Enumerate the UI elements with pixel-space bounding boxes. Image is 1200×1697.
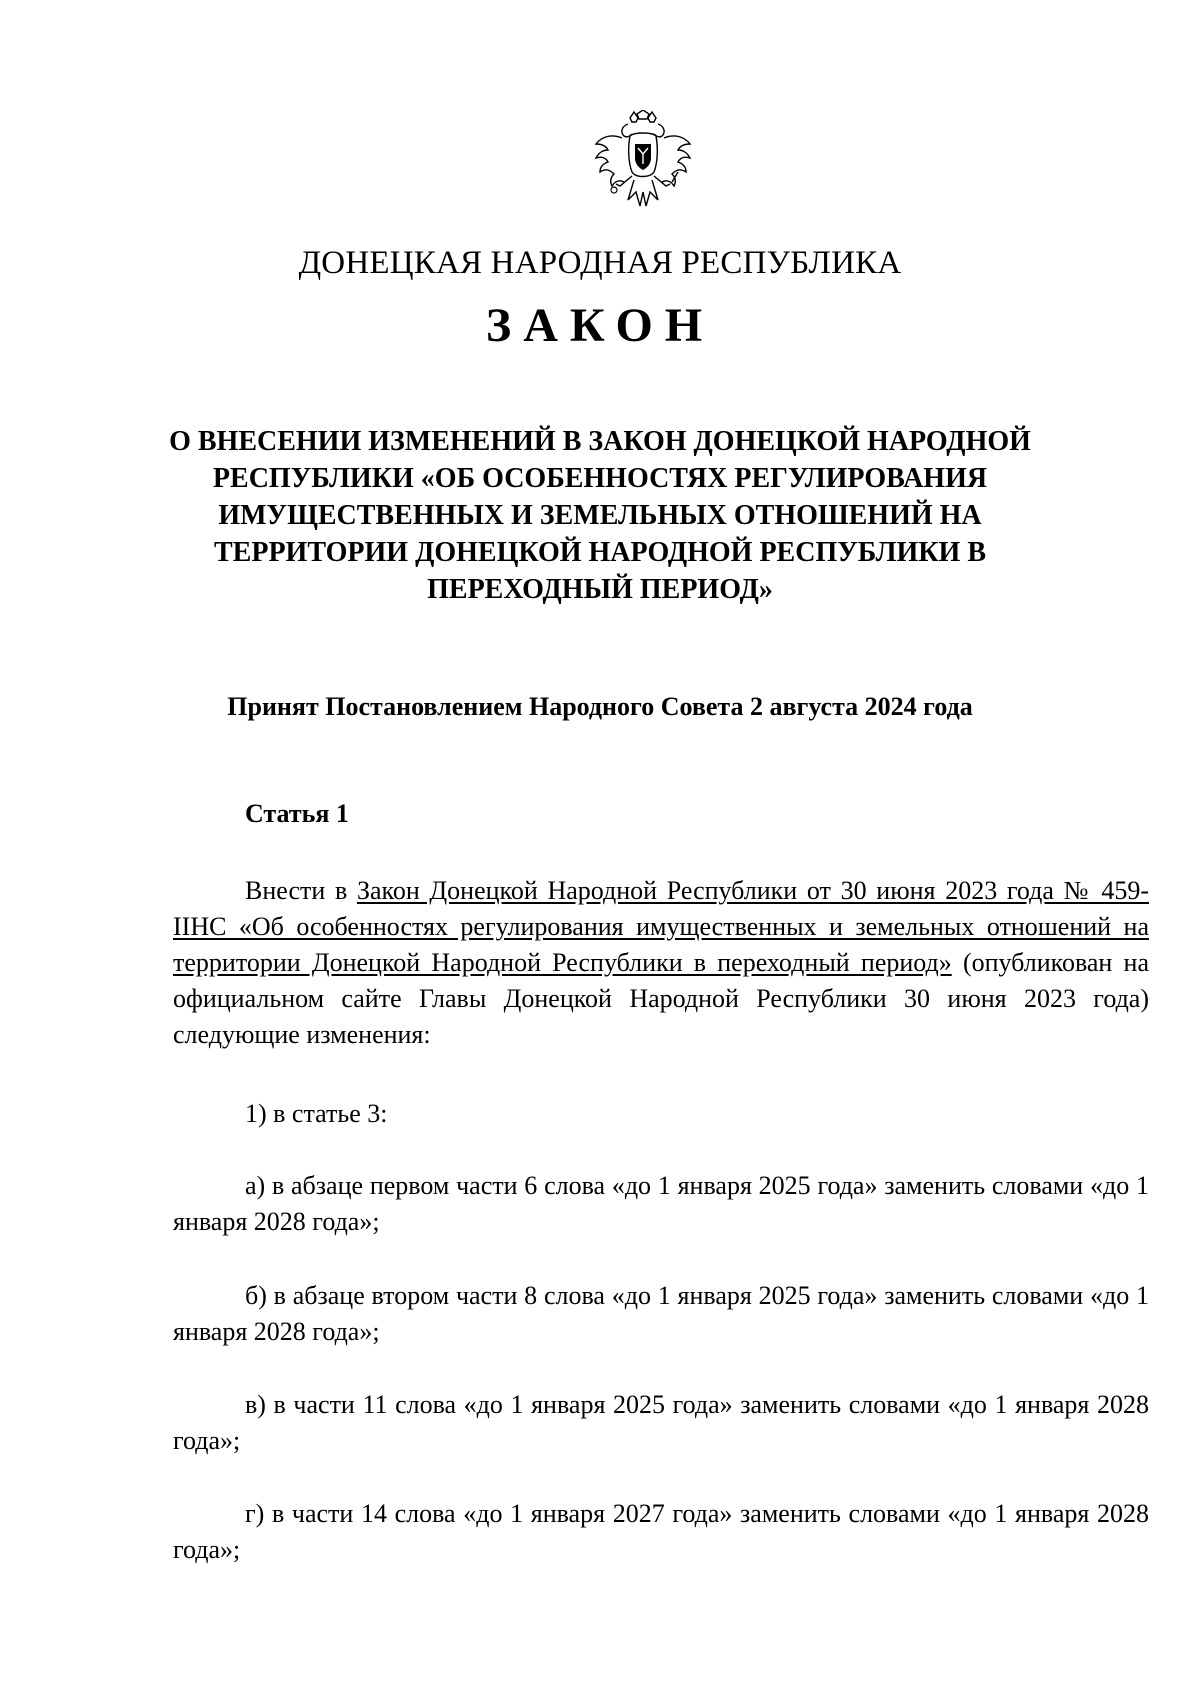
law-reference-link[interactable]: Закон Донецкой Народной Республики от 30 июня 2023 года № 459-IIНС «Об особенностях регулирования имущественных и земельных отношений на территории Донецкой Народной Республики в переходный период» — [173, 876, 1149, 977]
law-title-line: ТЕРРИТОРИИ ДОНЕЦКОЙ НАРОДНОЙ РЕСПУБЛИКИ В — [214, 537, 986, 568]
amendment-item: 1) в статье 3: — [245, 1099, 388, 1128]
amendment-item: а) в абзаце первом части 6 слова «до 1 января 2025 года» заменить словами «до 1 января 2028 года»; — [173, 1171, 1149, 1236]
law-title — [160, 423, 1040, 608]
republic-name: ДОНЕЦКАЯ НАРОДНАЯ РЕСПУБЛИКА — [298, 245, 902, 281]
article-intro-paragraph — [173, 873, 1149, 1053]
law-title-line: О ВНЕСЕНИИ ИЗМЕНЕНИЙ В ЗАКОН ДОНЕЦКОЙ НАРОДНОЙ — [169, 426, 1031, 457]
document-type-title: ЗАКОН — [485, 299, 715, 352]
law-title-line: РЕСПУБЛИКИ «ОБ ОСОБЕННОСТЯХ РЕГУЛИРОВАНИЯ — [212, 463, 988, 494]
adoption-statement: Принят Постановлением Народного Совета 2 августа 2024 года — [227, 692, 973, 721]
amendment-item: г) в части 14 слова «до 1 января 2027 года» заменить словами «до 1 января 2028 года»; — [173, 1499, 1149, 1564]
coat-of-arms-icon — [592, 110, 694, 226]
article-heading: Статья 1 — [245, 799, 349, 828]
intro-lead-text: Внести в — [245, 876, 357, 905]
law-title-line: ПЕРЕХОДНЫЙ ПЕРИОД» — [427, 574, 773, 605]
law-title-line: ИМУЩЕСТВЕННЫХ И ЗЕМЕЛЬНЫХ ОТНОШЕНИЙ НА — [218, 500, 982, 531]
amendment-item: в) в части 11 слова «до 1 января 2025 года» заменить словами «до 1 января 2028 года»; — [173, 1390, 1149, 1455]
intro-tail-text: (опубликован на официальном сайте Главы Донецкой Народной Республики 30 июня 2023 года) следующие изменения: — [173, 948, 1149, 1049]
amendment-item: б) в абзаце втором части 8 слова «до 1 января 2025 года» заменить словами «до 1 января 2028 года»; — [173, 1281, 1149, 1346]
